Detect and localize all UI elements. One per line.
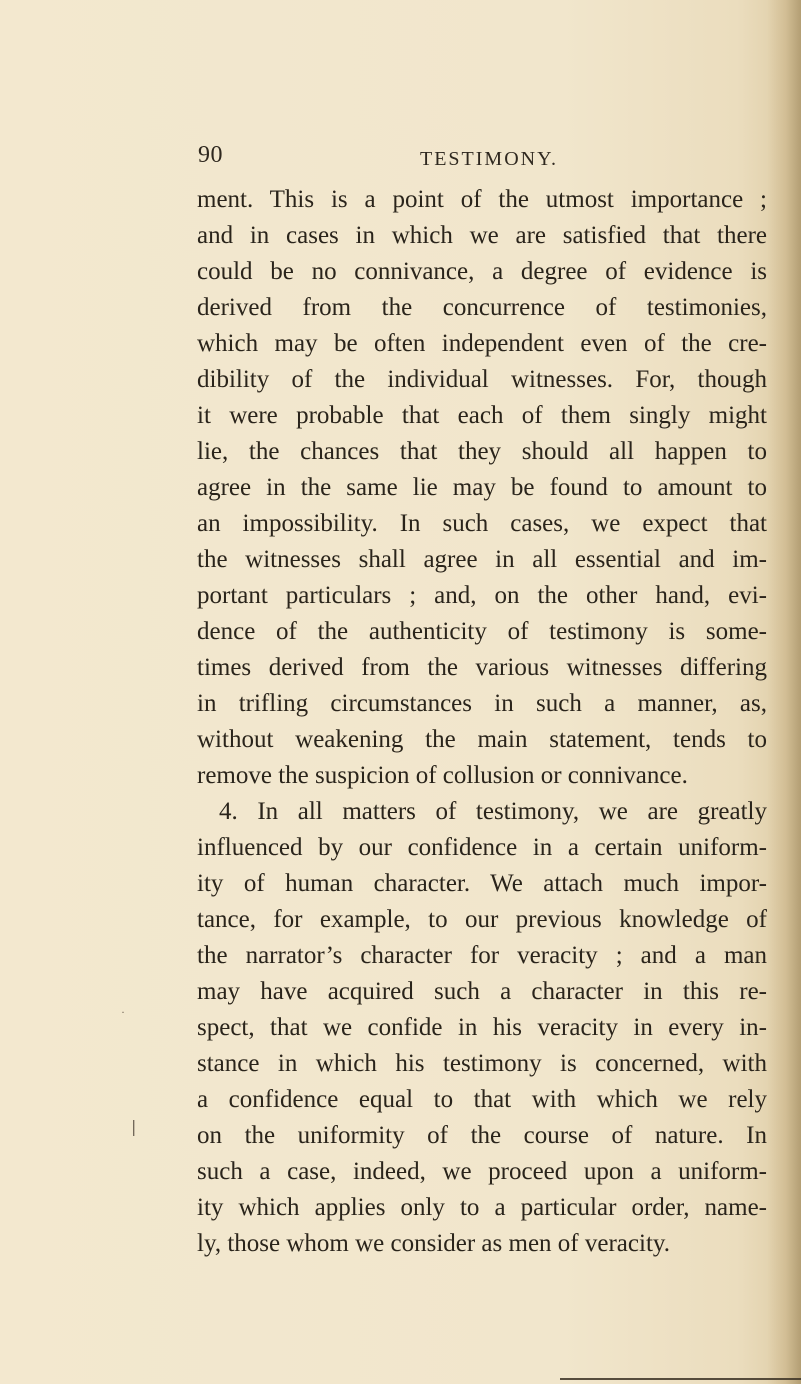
text-line: a confidence equal to that with which we rely — [197, 1086, 767, 1113]
text-line: which may be often independent even of the cre- — [197, 330, 767, 357]
running-head: TESTIMONY. — [420, 148, 558, 170]
text-line: the witnesses shall agree in all essential and im- — [197, 546, 767, 573]
text-line: the narrator’s character for veracity ; and a man — [197, 942, 767, 969]
text-line: 4. In all matters of testimony, we are greatly — [219, 798, 767, 825]
page-edge-shadow — [767, 0, 801, 1384]
text-line: spect, that we confide in his veracity in every in- — [197, 1014, 767, 1041]
text-line: stance in which his testimony is concerned, with — [197, 1050, 767, 1077]
body-text — [197, 182, 767, 1262]
text-line: and in cases in which we are satisfied that there — [197, 222, 767, 249]
text-line: ity of human character. We attach much impor- — [197, 870, 767, 897]
text-line: could be no connivance, a degree of evidence is — [197, 258, 767, 285]
text-line: dibility of the individual witnesses. For, though — [197, 366, 767, 393]
text-line: ity which applies only to a particular order, name- — [197, 1194, 767, 1221]
text-line: times derived from the various witnesses differing — [197, 654, 767, 681]
text-line: may have acquired such a character in this re- — [197, 978, 767, 1005]
text-line: such a case, indeed, we proceed upon a uniform- — [197, 1158, 767, 1185]
text-line: tance, for example, to our previous knowledge of — [197, 906, 767, 933]
page-number: 90 — [198, 142, 223, 168]
text-line: derived from the concurrence of testimonies, — [197, 294, 767, 321]
text-line: dence of the authenticity of testimony is some- — [197, 618, 767, 645]
text-line: remove the suspicion of collusion or connivance. — [197, 762, 688, 789]
page-bottom-edge — [560, 1378, 801, 1380]
text-line: an impossibility. In such cases, we expect that — [197, 510, 767, 537]
text-line: ly, those whom we consider as men of veracity. — [197, 1230, 671, 1257]
text-line: influenced by our confidence in a certain uniform- — [197, 834, 767, 861]
text-line: without weakening the main statement, tends to — [197, 726, 767, 753]
text-line: in trifling circumstances in such a manner, as, — [197, 690, 767, 717]
text-line: agree in the same lie may be found to amount to — [197, 474, 767, 501]
text-line: ment. This is a point of the utmost importance ; — [197, 186, 767, 213]
text-line: lie, the chances that they should all happen to — [197, 438, 767, 465]
text-line: it were probable that each of them singly might — [197, 402, 767, 429]
stray-mark: | — [131, 1117, 137, 1136]
text-line: on the uniformity of the course of nature. In — [197, 1122, 767, 1149]
text-line: portant particulars ; and, on the other hand, evi- — [197, 582, 767, 609]
page-header — [0, 142, 801, 182]
stray-mark: ˙ — [120, 1010, 126, 1024]
